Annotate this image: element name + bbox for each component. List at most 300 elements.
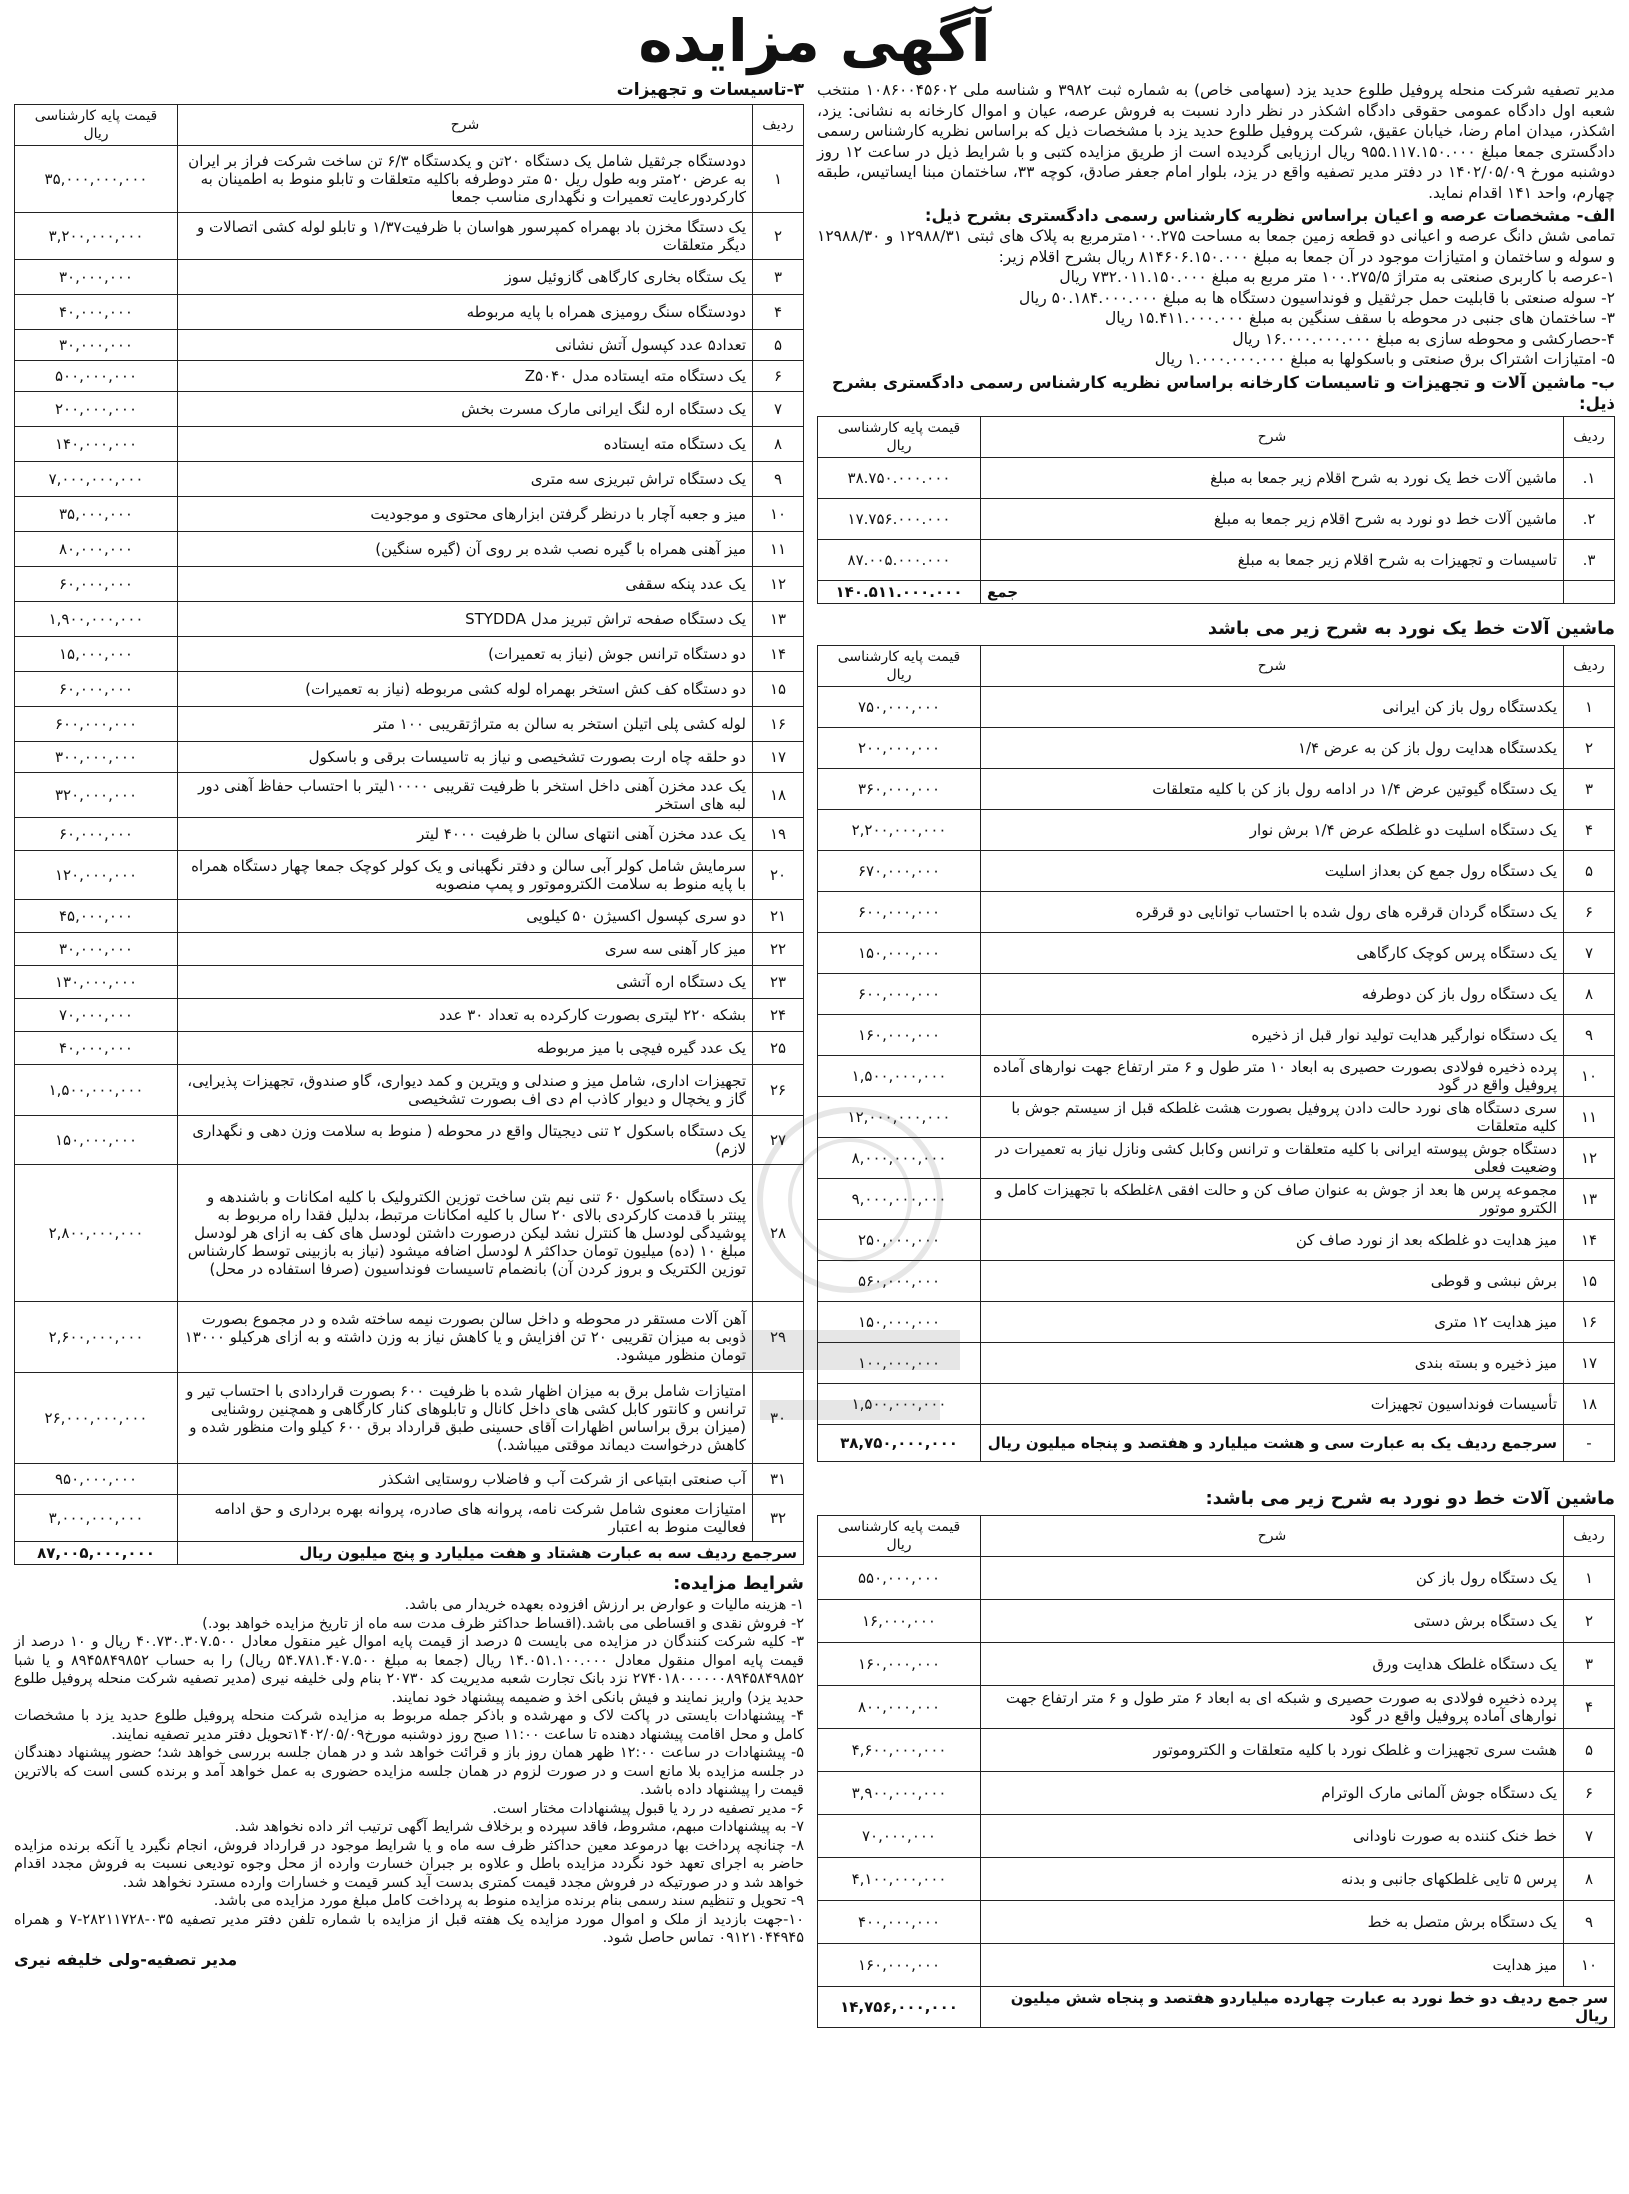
row-index: ۱۱ xyxy=(753,532,804,567)
row-index: ۳ xyxy=(753,260,804,295)
row-index: ۹ xyxy=(1564,1900,1615,1943)
row-index: ۹ xyxy=(1564,1014,1615,1055)
row-index: ۸ xyxy=(753,427,804,462)
row-description: تاسیسات و تجهیزات به شرح اقلام زیر جمعا به مبلغ xyxy=(981,539,1564,580)
row-price: ۶۰,۰۰۰,۰۰۰ xyxy=(15,672,178,707)
row-price: ۱۷.۷۵۶.۰۰۰.۰۰۰ xyxy=(818,498,981,539)
row-price: ۸۰۰,۰۰۰,۰۰۰ xyxy=(818,1685,981,1728)
row-price: ۶۰,۰۰۰,۰۰۰ xyxy=(15,818,178,851)
row-index: ۲. xyxy=(1564,498,1615,539)
row-description: تعداد۵ عدد کپسول آتش نشانی xyxy=(178,330,753,361)
table-row xyxy=(15,497,804,532)
row-description: بشکه ۲۲۰ لیتری بصورت کارکرده به تعداد ۳۰ عدد xyxy=(178,999,753,1032)
row-price: ۸۷.۰۰۵.۰۰۰.۰۰۰ xyxy=(818,539,981,580)
section-a-text: تمامی شش دانگ عرصه و اعیانی دو قطعه زمین جمعا به مساحت ۱۰۰.۲۷۵متر‌مربع به پلاک های ثبتی ۱۲۹۸۸/۳۱ و ۱۲۹۸۸/۳۰ و سوله و ساختمان و امتیازات موجود در آن جمعا به مبلغ ۸۱۴۶۰۶.۱۵۰.۰۰۰ ریال بشرح اقلام زیر: xyxy=(817,227,1615,266)
row-description: دودستگاه جرثقیل شامل یک دستگاه ۲۰تن و یکدستگاه ۶/۳ تن ساخت شرکت فراز بر ایران به عرض ۲۰متر وبه طول ریل ۵۰ متر دوطرفه باکلیه متعلقات و تابلو منوط به اطمینان به کارکردورعایت تعمیرات و نگهداری مناسب جمعا xyxy=(178,146,753,213)
table-row xyxy=(818,1301,1615,1342)
table-row xyxy=(818,1055,1615,1096)
condition-item: ۶- مدیر تصفیه در رد یا قبول پیشنهادات مختار است. xyxy=(492,1800,804,1817)
row-index: ۴ xyxy=(753,295,804,330)
row-index: ۱۴ xyxy=(1564,1219,1615,1260)
table-row xyxy=(15,999,804,1032)
section-a-item: ۲- سوله صنعتی با قابلیت حمل جرثقیل و فونداسیون دستگاه ها به مبلغ ۵۰.۱۸۴.۰۰۰.۰۰۰ ریال xyxy=(1018,288,1615,307)
row-description: یک دستگاه باسکول ۲ تنی دیجیتال واقع در محوطه ( منوط به سلامت وزن دهی و نگهداری لازم) xyxy=(178,1116,753,1165)
row-description: مجموعه پرس ها بعد از جوش به عنوان صاف کن و حالت افقی ۸غلطکه با تجهیزات کامل و الکترو موتور xyxy=(981,1178,1564,1219)
row-index: ۳۰ xyxy=(753,1373,804,1464)
row-description: دو سری کپسول اکسیژن ۵۰ کیلویی xyxy=(178,900,753,933)
condition-item: ۱- هزینه مالیات و عوارض بر ارزش افزوده بعهده خریدار می باشد. xyxy=(404,1597,804,1613)
row-description: یک عدد گیره فیچی با میز مربوطه xyxy=(178,1032,753,1065)
row-price: ۱۵۰,۰۰۰,۰۰۰ xyxy=(15,1116,178,1165)
row-index: ۲۸ xyxy=(753,1165,804,1302)
row-price: ۱۲,۰۰۰,۰۰۰,۰۰۰ xyxy=(818,1096,981,1137)
row-index: ۱۹ xyxy=(753,818,804,851)
row-index: ۲ xyxy=(1564,1599,1615,1642)
row-index: ۴ xyxy=(1564,809,1615,850)
table-row xyxy=(15,773,804,818)
row-index: ۲۴ xyxy=(753,999,804,1032)
row-description: میز و جعبه آچار با درنظر گرفتن ابزارهای محتوی و موجودیت xyxy=(178,497,753,532)
total-index: - xyxy=(1564,1424,1615,1461)
row-description: دو حلقه چاه ارت بصورت تشخیصی و نیاز به تاسیسات برقی و باسکول xyxy=(178,742,753,773)
column-header: شرح xyxy=(981,645,1564,686)
row-price: ۳۲۰,۰۰۰,۰۰۰ xyxy=(15,773,178,818)
table-row xyxy=(15,933,804,966)
row-price: ۴۰,۰۰۰,۰۰۰ xyxy=(15,295,178,330)
row-price: ۳۸.۷۵۰.۰۰۰.۰۰۰ xyxy=(818,457,981,498)
row-price: ۵۶۰,۰۰۰,۰۰۰ xyxy=(818,1260,981,1301)
column-header: قیمت پایه کارشناسی ریال xyxy=(818,1515,981,1556)
row-price: ۸,۰۰۰,۰۰۰,۰۰۰ xyxy=(818,1137,981,1178)
row-index: ۶ xyxy=(1564,1771,1615,1814)
table-row xyxy=(818,1342,1615,1383)
row-index: ۱۲ xyxy=(1564,1137,1615,1178)
row-index: ۱۶ xyxy=(1564,1301,1615,1342)
line2-heading: ماشین آلات خط دو نورد به شرح زیر می باشد: xyxy=(1205,1487,1615,1509)
row-description: پرده ذخیره فولادی بصورت حصیری به ابعاد ۱۰ متر طول و ۶ متر ارتفاع جهت نوارهای آماده پروفیل واقع در گود xyxy=(981,1055,1564,1096)
section-b-table xyxy=(817,416,1615,604)
table-row xyxy=(818,973,1615,1014)
row-description: یک دستگاه مته ایستاده xyxy=(178,427,753,462)
row-description: هشت سری تجهیزات و غلطک نورد با کلیه متعلقات و الکتروموتور xyxy=(981,1728,1564,1771)
section-a-item: ۴-حصارکشی و محوطه سازی به مبلغ ۱۶.۰۰۰.۰۰۰.۰۰۰ ریال xyxy=(1232,329,1615,348)
table-row xyxy=(818,768,1615,809)
row-description: دو دستگاه کف کش استخر بهمراه لوله کشی مربوطه (نیاز به تعمیرات) xyxy=(178,672,753,707)
row-price: ۱,۵۰۰,۰۰۰,۰۰۰ xyxy=(818,1383,981,1424)
row-description: یک دستگاه باسکول ۶۰ تنی نیم بتن ساخت توزین الکترولیک با کلیه امکانات و باشندهه و پینتر با قدمت کارکردی بالای ۲۰ سال با کلیه امکانات مرتبط، بدلیل فقدا راه مربوط به پوشیدگی لودسل ها کنترل نشد لیکن درصورت داشتن لودسل های کف به ازای هر لودسل مبلغ ۱۰ (ده) میلیون تومان حداکثر ۸ لودسل اضافه میشود (نیاز به بازبینی توسط کارشناس توزین الکتریک و بروز کردن آن) بانضمام تاسیسات فونداسیون (صرفا استفاده در محل) xyxy=(178,1165,753,1302)
row-description: یک دستگاه غلطک هدایت ورق xyxy=(981,1642,1564,1685)
row-price: ۷۰,۰۰۰,۰۰۰ xyxy=(818,1814,981,1857)
table-total-row xyxy=(15,1542,804,1565)
condition-item: ۷- به پیشنهادات مبهم، مشروط، فاقد سپرده و برخلاف شرایط آگهی ترتیب اثر داده نخواهد شد. xyxy=(234,1819,804,1835)
table-row xyxy=(818,1556,1615,1599)
row-description: یک دستگاه برش متصل به خط xyxy=(981,1900,1564,1943)
row-price: ۱۵,۰۰۰,۰۰۰ xyxy=(15,637,178,672)
section3-table xyxy=(14,104,804,1565)
row-index: ۳ xyxy=(1564,1642,1615,1685)
row-index: ۱ xyxy=(1564,686,1615,727)
row-description: یکدستگاه رول باز کن ایرانی xyxy=(981,686,1564,727)
table-row xyxy=(15,146,804,213)
row-price: ۱,۵۰۰,۰۰۰,۰۰۰ xyxy=(15,1065,178,1116)
table-row xyxy=(15,295,804,330)
row-index: ۲۵ xyxy=(753,1032,804,1065)
total-description: سرجمع ردیف یک به عبارت سی و هشت میلیارد و هفتصد و پنجاه میلیون ریال xyxy=(981,1424,1564,1461)
table-row xyxy=(15,532,804,567)
total-value: ۱۴,۷۵۶,۰۰۰,۰۰۰ xyxy=(818,1986,981,2027)
row-index: ۱۰ xyxy=(753,497,804,532)
row-index: ۱۲ xyxy=(753,567,804,602)
table-row xyxy=(818,809,1615,850)
row-description: یک دستگاه اره آتشی xyxy=(178,966,753,999)
row-price: ۶۷۰,۰۰۰,۰۰۰ xyxy=(818,850,981,891)
table-row xyxy=(15,260,804,295)
row-description: پرس ۵ تایی غلطکهای جانبی و بدنه xyxy=(981,1857,1564,1900)
row-description: یکدستگاه هدایت رول باز کن به عرض ۱/۴ xyxy=(981,727,1564,768)
column-header: ردیف xyxy=(753,105,804,146)
table-total-row xyxy=(818,1986,1615,2027)
table-row xyxy=(15,1302,804,1373)
condition-item: ۴- پیشنهادات بایستی در پاکت لاک و مهرشده و باذکر جمله مربوط به مزایده شرکت منحله پروفیل طلوع حدید یزد با مشخصات کامل و محل اقامت پیشنهاد دهنده تا ساعت ۱۱:۰۰ صبح روز دوشنبه مورخ۱۴۰۲/۰۵/۰۹تحویل دفتر مدیر تصفیه نمایند. xyxy=(14,1708,804,1743)
row-index: ۹ xyxy=(753,462,804,497)
row-index: ۷ xyxy=(1564,932,1615,973)
row-description: یک دستگاه مته ایستاده مدل Z۵۰۴۰ xyxy=(178,361,753,392)
table-row xyxy=(818,1137,1615,1178)
row-price: ۷۵۰,۰۰۰,۰۰۰ xyxy=(818,686,981,727)
table-row xyxy=(15,602,804,637)
row-price: ۲۰۰,۰۰۰,۰۰۰ xyxy=(15,392,178,427)
table-row xyxy=(15,1065,804,1116)
column-header: قیمت پایه کارشناسی ریال xyxy=(818,645,981,686)
row-description: امتیازات شامل برق به میزان اظهار شده با ظرفیت ۶۰۰ بصورت قراردادی با احتساب تیر و ترانس و کانتور کابل کشی های داخل کانال و تابلوهای کنار کارگاهی و همچنین روشنایی (میزان برق براساس اظهارات آقای حسینی طبق قرارداد برق ۶۰۰ کیلو وات منظور شده و کاهش درخواست دیماند موقتی میباشد.) xyxy=(178,1373,753,1464)
row-price: ۶۰۰,۰۰۰,۰۰۰ xyxy=(818,973,981,1014)
row-price: ۲۶,۰۰۰,۰۰۰,۰۰۰ xyxy=(15,1373,178,1464)
row-index: ۷ xyxy=(1564,1814,1615,1857)
table-row xyxy=(15,672,804,707)
row-index: ۱ xyxy=(1564,1556,1615,1599)
row-price: ۴۰,۰۰۰,۰۰۰ xyxy=(15,1032,178,1065)
row-index: ۱۳ xyxy=(753,602,804,637)
row-index: ۳ xyxy=(1564,768,1615,809)
total-value: ۱۴۰.۵۱۱.۰۰۰.۰۰۰ xyxy=(818,580,981,603)
table-row xyxy=(818,1943,1615,1986)
row-description: یک دستگاه نوارگیر هدایت تولید نوار قبل از ذخیره xyxy=(981,1014,1564,1055)
row-price: ۶۰۰,۰۰۰,۰۰۰ xyxy=(818,891,981,932)
row-price: ۴,۱۰۰,۰۰۰,۰۰۰ xyxy=(818,1857,981,1900)
row-description: یک دستگاه صفحه تراش تبریز مدل STYDDA xyxy=(178,602,753,637)
condition-item: ۵- پیشنهادات در ساعت ۱۲:۰۰ ظهر همان روز باز و قرائت خواهد شد و در همان جلسه بررسی خواهد شد؛ حضور پیشنهاد دهندگان در جلسه مزایده بلا مانع است و در صورت لزوم در همان جلسه مزایده حضوری به عمل خواهد آمد و برنده کسی است که بالاترین قیمت را پیشنهاد داده باشد. xyxy=(14,1745,804,1798)
row-index: ۱۸ xyxy=(1564,1383,1615,1424)
row-price: ۱۶۰,۰۰۰,۰۰۰ xyxy=(818,1943,981,1986)
row-index: ۱۷ xyxy=(1564,1342,1615,1383)
condition-item: ۸- چنانچه پرداخت بها درموعد معین حداکثر ظرف سه ماه و یا شرایط موجود در قرارداد فروش، انجام نگیرد یا آنکه برنده مزایده حاضر به اجرای تعهد خود نگردد مزایده باطل و علاوه بر جبران خسارت وارده از محل وجوه تودیعی نسبت به فروش مجدد اقدام خواهد شد و در صورتیکه در فروش مجدد قیمت کمتری بدست آید کسر قیمت و خسارات وارده مسترد نخواهد شد. xyxy=(14,1837,804,1891)
row-price: ۴۵,۰۰۰,۰۰۰ xyxy=(15,900,178,933)
line2-table xyxy=(817,1515,1615,2028)
table-row xyxy=(818,891,1615,932)
row-index: ۱۱ xyxy=(1564,1096,1615,1137)
row-index: ۳۱ xyxy=(753,1464,804,1495)
row-price: ۹,۰۰۰,۰۰۰,۰۰۰ xyxy=(818,1178,981,1219)
row-description: یک دستگاه رول باز کن xyxy=(981,1556,1564,1599)
row-description: میز آهنی همراه با گیره نصب شده بر روی آن (گیره سنگین) xyxy=(178,532,753,567)
row-description: امتیازات معنوی شامل شرکت نامه، پروانه های صادره، پروانه بهره برداری و حق ادامه فعالیت منوط به اعتبار xyxy=(178,1495,753,1542)
row-price: ۲,۸۰۰,۰۰۰,۰۰۰ xyxy=(15,1165,178,1302)
row-description: پرده ذخیره فولادی به صورت حصیری و شبکه ای به ابعاد ۶ متر طول و ۶ متر ارتفاع جهت نوارهای آماده پروفیل واقع در گود xyxy=(981,1685,1564,1728)
conditions-list xyxy=(14,1596,804,1948)
row-price: ۱۶,۰۰۰,۰۰۰ xyxy=(818,1599,981,1642)
section-a-item: ۵- امتیازات اشتراک برق صنعتی و باسکولها به مبلغ ۱.۰۰۰.۰۰۰.۰۰۰ ریال xyxy=(1154,350,1615,368)
table-row xyxy=(818,498,1615,539)
row-description: آهن آلات مستقر در محوطه و داخل سالن بصورت نیمه ساخته شده و در مجموع بصورت ذوبی به میزان تقریبی ۲۰ تن افزایش و یا کاهش نیاز به وزن داشته و به ازای هرکیلو ۱۳۰۰۰ تومان منظور میشود. xyxy=(178,1302,753,1373)
table-total-row xyxy=(818,580,1615,603)
line1-heading: ماشین آلات خط یک نورد به شرح زیر می باشد xyxy=(1207,617,1615,639)
row-price: ۱۲۰,۰۰۰,۰۰۰ xyxy=(15,851,178,900)
row-index: ۶ xyxy=(1564,891,1615,932)
row-index: ۳۲ xyxy=(753,1495,804,1542)
row-description: میز هدایت دو غلطکه بعد از نورد صاف کن xyxy=(981,1219,1564,1260)
table-row xyxy=(818,1642,1615,1685)
row-description: ماشین آلات خط دو نورد به شرح اقلام زیر جمعا به مبلغ xyxy=(981,498,1564,539)
row-price: ۲۰۰,۰۰۰,۰۰۰ xyxy=(818,727,981,768)
column-header: ردیف xyxy=(1564,416,1615,457)
row-description: یک دستگا مخزن باد بهمراه کمپرسور هواسان با ظرفیت۱/۳۷ و تابلو لوله کشی اتصالات و دیگر متعلقات xyxy=(178,213,753,260)
table-row xyxy=(818,1260,1615,1301)
total-label: جمع xyxy=(981,580,1564,603)
row-description: یک دستگاه پرس کوچک کارگاهی xyxy=(981,932,1564,973)
row-description: تأسیسات فونداسیون تجهیزات xyxy=(981,1383,1564,1424)
row-index: ۲۲ xyxy=(753,933,804,966)
table-row xyxy=(818,1771,1615,1814)
table-row xyxy=(15,330,804,361)
condition-item: ۲- فروش نقدی و اقساطی می باشد.(اقساط حداکثر ظرف مدت سه ماه از تاریخ مزایده خواهد بود.) xyxy=(202,1615,804,1632)
total-value: ۸۷,۰۰۵,۰۰۰,۰۰۰ xyxy=(15,1542,178,1565)
table-row xyxy=(818,1178,1615,1219)
table-row xyxy=(15,1116,804,1165)
table-row xyxy=(818,727,1615,768)
table-row xyxy=(818,1857,1615,1900)
row-price: ۱,۹۰۰,۰۰۰,۰۰۰ xyxy=(15,602,178,637)
intro-paragraph: مدیر تصفیه شرکت منحله پروفیل طلوع حدید یزد (سهامی خاص) به شماره ثبت ۳۹۸۲ و شناسه ملی ۱۰۸۶۰۰۴۵۶۰۲ منتخب شعبه اول دادگاه عمومی حقوقی دادگاه اشکذر در نظر دارد نسبت به فروش عرصه، عیان و اموال کارخانه به نشانی: یزد، اشکذر، میدان امام رضا، خیابان عقیق، شرکت پروفیل طلوع حدید یزد با مشخصات ذیل که براساس نظریه کارشناس رسمی دادگستری جمعا مبلغ ۹۵۵.۱۱۷.۱۵۰.۰۰۰ ریال ارزیابی گردیده است از طریق مزایده کتبی و با شرایط ذیل در ساعت ۱۲ روز دوشنبه مورخ ۱۴۰۲/۰۵/۰۹ در دفتر مدیر تصفیه واقع در یزد، بلوار امام جعفر صادق، کوچه ۳۳، ساختمان مبنا ایساتیس، طبقه چهارم، واحد ۱۴۱ اقدام نماید. xyxy=(817,81,1616,202)
row-price: ۲۵۰,۰۰۰,۰۰۰ xyxy=(818,1219,981,1260)
row-index: ۲ xyxy=(753,213,804,260)
row-price: ۶۰,۰۰۰,۰۰۰ xyxy=(15,567,178,602)
row-price: ۳۶۰,۰۰۰,۰۰۰ xyxy=(818,768,981,809)
row-price: ۳۰۰,۰۰۰,۰۰۰ xyxy=(15,742,178,773)
row-index: ۱۴ xyxy=(753,637,804,672)
row-price: ۱۶۰,۰۰۰,۰۰۰ xyxy=(818,1642,981,1685)
row-index: ۱۵ xyxy=(1564,1260,1615,1301)
row-index: ۱. xyxy=(1564,457,1615,498)
column-header: ردیف xyxy=(1564,1515,1615,1556)
row-price: ۱۳۰,۰۰۰,۰۰۰ xyxy=(15,966,178,999)
table-row xyxy=(818,539,1615,580)
row-description: خط خنک کننده به صورت ناودانی xyxy=(981,1814,1564,1857)
row-description: یک دستگاه رول جمع کن بعداز اسلیت xyxy=(981,850,1564,891)
row-description: دستگاه جوش پیوسته ایرانی با کلیه متعلقات و ترانس وکابل کشی ونازل نیاز به تعمیرات در وضعیت فعلی xyxy=(981,1137,1564,1178)
row-description: میز هدایت xyxy=(981,1943,1564,1986)
table-row xyxy=(15,462,804,497)
row-price: ۳۰,۰۰۰,۰۰۰ xyxy=(15,330,178,361)
row-price: ۹۵۰,۰۰۰,۰۰۰ xyxy=(15,1464,178,1495)
table-row xyxy=(818,1219,1615,1260)
row-description: لوله کشی پلی اتیلن استخر به سالن به متراژتقریبی ۱۰۰ متر xyxy=(178,707,753,742)
row-description: یک دستگاه اسلیت دو غلطکه عرض ۱/۴ برش نوار xyxy=(981,809,1564,850)
row-description: ماشین آلات خط یک نورد به شرح اقلام زیر جمعا به مبلغ xyxy=(981,457,1564,498)
row-index: ۲۶ xyxy=(753,1065,804,1116)
table-row xyxy=(818,686,1615,727)
row-price: ۶۰۰,۰۰۰,۰۰۰ xyxy=(15,707,178,742)
table-row xyxy=(818,1900,1615,1943)
left-column xyxy=(14,80,804,1969)
table-row xyxy=(15,851,804,900)
row-price: ۱۴۰,۰۰۰,۰۰۰ xyxy=(15,427,178,462)
row-price: ۳,۹۰۰,۰۰۰,۰۰۰ xyxy=(818,1771,981,1814)
row-description: سرمایش شامل کولر آبی سالن و دفتر نگهبانی و یک کولر کوچک جمعا چهار دستگاه همراه با پایه منوط به سلامت الکتروموتور و پمپ منصوبه xyxy=(178,851,753,900)
row-description: سری دستگاه های نورد حالت دادن پروفیل بصورت هشت غلطکه قبل از سیستم جوش با کلیه متعلقات xyxy=(981,1096,1564,1137)
row-index: ۴ xyxy=(1564,1685,1615,1728)
row-price: ۳۵,۰۰۰,۰۰۰ xyxy=(15,497,178,532)
table-row xyxy=(818,932,1615,973)
row-price: ۳,۰۰۰,۰۰۰,۰۰۰ xyxy=(15,1495,178,1542)
row-description: یک ستگاه بخاری کارگاهی گازوئیل سوز xyxy=(178,260,753,295)
row-index: ۳. xyxy=(1564,539,1615,580)
table-row xyxy=(15,637,804,672)
right-column xyxy=(817,80,1615,2028)
row-index: ۵ xyxy=(1564,850,1615,891)
section-b-heading: ب- ماشین آلات و تجهیزات و تاسیسات کارخانه براساس نظریه کارشناس رسمی دادگستری بشرح ذیل: xyxy=(831,372,1615,413)
row-price: ۸۰,۰۰۰,۰۰۰ xyxy=(15,532,178,567)
condition-item: ۳- کلیه شرکت کنندگان در مزایده می بایست ۵ درصد از قیمت پایه اموال غیر منقول معادل ۴۰.۷۳۰.۳۰۷.۵۰۰ ریال و ۱۰ درصد از قیمت پایه اموال منقول معادل ۱۴.۰۵۱.۱۰۰.۰۰۰ ریال (جمعا به مبلغ ۵۴.۷۸۱.۴۰۷.۵۰۰ ریال) را به حساب ۸۹۴۵۸۴۹۸۵۲ و یا شبا ۲۷۴۰۱۸۰۰۰۰۰۰۸۹۴۵۸۴۹۸۵۲ نزد بانک تجارت شعبه مدیریت کد ۲۰۷۳۰ بنام ولی خلیفه نیری (مدیر تصفیه شرکت منحله پروفیل طلوع حدید یزد) واریز نمایند و فیش بانکی اخذ و ضمیمه پیشنهاد خود نمایند. xyxy=(14,1634,805,1706)
row-index: ۱۷ xyxy=(753,742,804,773)
row-description: آب صنعتی ابتیاعی از شرکت آب و فاضلاب روستایی اشکذر xyxy=(178,1464,753,1495)
table-row xyxy=(818,1814,1615,1857)
row-index: ۲۰ xyxy=(753,851,804,900)
row-description: دو دستگاه ترانس جوش (نیاز به تعمیرات) xyxy=(178,637,753,672)
column-header: قیمت پایه کارشناسی ریال xyxy=(818,416,981,457)
table-row xyxy=(15,966,804,999)
condition-item: ۱۰-جهت بازدید از ملک و اموال مورد مزایده یک هفته قبل از مزایده با شماره تلفن دفتر مدیر تصفیه ۰۳۵-۲۸۲۱۱۷۲۸-۷ و همراه ۰۹۱۲۱۰۴۴۹۴۵ تماس حاصل شود. xyxy=(14,1911,804,1946)
row-index: ۵ xyxy=(753,330,804,361)
row-description: یک عدد پنکه سقفی xyxy=(178,567,753,602)
table-total-row xyxy=(818,1424,1615,1461)
row-description: دودستگاه سنگ رومیزی همراه با پایه مربوطه xyxy=(178,295,753,330)
table-row xyxy=(15,900,804,933)
row-index: ۸ xyxy=(1564,973,1615,1014)
table-row xyxy=(15,707,804,742)
table-row xyxy=(15,392,804,427)
row-index: ۱۰ xyxy=(1564,1943,1615,1986)
notice-title: آگهی مزایده xyxy=(638,7,991,75)
row-index: ۱۵ xyxy=(753,672,804,707)
column-header: شرح xyxy=(981,1515,1564,1556)
row-description: یک دستگاه رول باز کن دوطرفه xyxy=(981,973,1564,1014)
row-index: ۲۳ xyxy=(753,966,804,999)
row-description: یک دستگاه جوش آلمانی مارک الوترام xyxy=(981,1771,1564,1814)
row-index: ۸ xyxy=(1564,1857,1615,1900)
table-row xyxy=(15,1165,804,1302)
row-price: ۳۰,۰۰۰,۰۰۰ xyxy=(15,260,178,295)
row-description: یک عدد مخزن آهنی داخل استخر با ظرفیت تقریبی ۱۰۰۰۰لیتر با احتساب حفاظ آهنی دور لبه های استخر xyxy=(178,773,753,818)
row-price: ۳,۲۰۰,۰۰۰,۰۰۰ xyxy=(15,213,178,260)
total-description: سر جمع ردیف دو خط نورد به عبارت چهارده میلیاردو هفتصد و پنجاه شش میلیون ریال xyxy=(981,1986,1615,2027)
conditions-heading: شرایط مزایده: xyxy=(673,1573,804,1594)
row-price: ۳۵,۰۰۰,۰۰۰,۰۰۰ xyxy=(15,146,178,213)
row-description: تجهیزات اداری، شامل میز و صندلی و ویترین و کمد دیواری، گاو صندوق، تجهیزات پذیرایی، گاز و یخچال و دیوار کاذب ام دی اف بصورت تشخیصی xyxy=(178,1065,753,1116)
row-index: ۲ xyxy=(1564,727,1615,768)
row-description: یک دستگاه اره لنگ ایرانی مارک مسرت بخش xyxy=(178,392,753,427)
signature: مدیر تصفیه-ولی خلیفه نیری xyxy=(14,1949,238,1969)
table-row xyxy=(818,1728,1615,1771)
row-price: ۴۰۰,۰۰۰,۰۰۰ xyxy=(818,1900,981,1943)
column-header: ردیف xyxy=(1564,645,1615,686)
line1-table xyxy=(817,645,1615,1462)
section-a-item: ۱-عرصه با کاربری صنعتی به متراژ ۱۰۰.۲۷۵/۵ متر مربع به مبلغ ۷۳۲.۰۱۱.۱۵۰.۰۰۰ ریال xyxy=(1059,268,1615,286)
row-index: ۵ xyxy=(1564,1728,1615,1771)
column-header: شرح xyxy=(178,105,753,146)
row-price: ۵۵۰,۰۰۰,۰۰۰ xyxy=(818,1556,981,1599)
row-index: ۶ xyxy=(753,361,804,392)
table-row xyxy=(818,1599,1615,1642)
table-row xyxy=(15,1464,804,1495)
row-description: میز کار آهنی سه سری xyxy=(178,933,753,966)
row-price: ۱۵۰,۰۰۰,۰۰۰ xyxy=(818,1301,981,1342)
row-index: ۱۶ xyxy=(753,707,804,742)
row-index: ۲۱ xyxy=(753,900,804,933)
row-index: ۱۸ xyxy=(753,773,804,818)
row-description: برش نبشی و قوطی xyxy=(981,1260,1564,1301)
section-a-item: ۳- ساختمان های جنبی در محوطه با سقف سنگین به مبلغ ۱۵.۴۱۱.۰۰۰.۰۰۰ ریال xyxy=(1104,309,1615,327)
row-price: ۵۰۰,۰۰۰,۰۰۰ xyxy=(15,361,178,392)
row-description: یک دستگاه تراش تبریزی سه متری xyxy=(178,462,753,497)
row-description: یک دستگاه برش دستی xyxy=(981,1599,1564,1642)
table-row xyxy=(15,742,804,773)
row-price: ۱۵۰,۰۰۰,۰۰۰ xyxy=(818,932,981,973)
column-header: شرح xyxy=(981,416,1564,457)
table-row xyxy=(818,1685,1615,1728)
table-row xyxy=(15,1495,804,1542)
row-price: ۲,۲۰۰,۰۰۰,۰۰۰ xyxy=(818,809,981,850)
section3-heading: ۳-تاسیسات و تجهیزات xyxy=(616,80,804,100)
table-row xyxy=(818,1096,1615,1137)
table-row xyxy=(818,1383,1615,1424)
row-index: ۱۳ xyxy=(1564,1178,1615,1219)
table-row xyxy=(15,213,804,260)
column-header: قیمت پایه کارشناسی ریال xyxy=(15,105,178,146)
row-price: ۲,۶۰۰,۰۰۰,۰۰۰ xyxy=(15,1302,178,1373)
row-index: ۱ xyxy=(753,146,804,213)
row-description: یک دستگاه گردان قرقره های رول شده با احتساب توانایی دو قرقره xyxy=(981,891,1564,932)
row-price: ۳۰,۰۰۰,۰۰۰ xyxy=(15,933,178,966)
table-row xyxy=(15,1032,804,1065)
row-description: میز هدایت ۱۲ متری xyxy=(981,1301,1564,1342)
row-description: یک دستگاه گیوتین عرض ۱/۴ در ادامه رول باز کن با کلیه متعلقات xyxy=(981,768,1564,809)
table-row xyxy=(15,567,804,602)
total-value: ۳۸,۷۵۰,۰۰۰,۰۰۰ xyxy=(818,1424,981,1461)
row-price: ۱۶۰,۰۰۰,۰۰۰ xyxy=(818,1014,981,1055)
row-index: ۱۰ xyxy=(1564,1055,1615,1096)
table-row xyxy=(15,361,804,392)
row-price: ۱,۵۰۰,۰۰۰,۰۰۰ xyxy=(818,1055,981,1096)
table-row xyxy=(15,427,804,462)
condition-item: ۹- تحویل و تنظیم سند رسمی بنام برنده مزایده منوط به پرداخت کامل مبلغ مورد مزایده می باشد. xyxy=(213,1893,804,1909)
row-index: ۷ xyxy=(753,392,804,427)
row-index: ۲۷ xyxy=(753,1116,804,1165)
row-price: ۷۰,۰۰۰,۰۰۰ xyxy=(15,999,178,1032)
row-description: میز ذخیره و بسته بندی xyxy=(981,1342,1564,1383)
table-row xyxy=(15,1373,804,1464)
row-description: یک عدد مخزن آهنی انتهای سالن با ظرفیت ۴۰۰۰ لیتر xyxy=(178,818,753,851)
table-row xyxy=(818,1014,1615,1055)
